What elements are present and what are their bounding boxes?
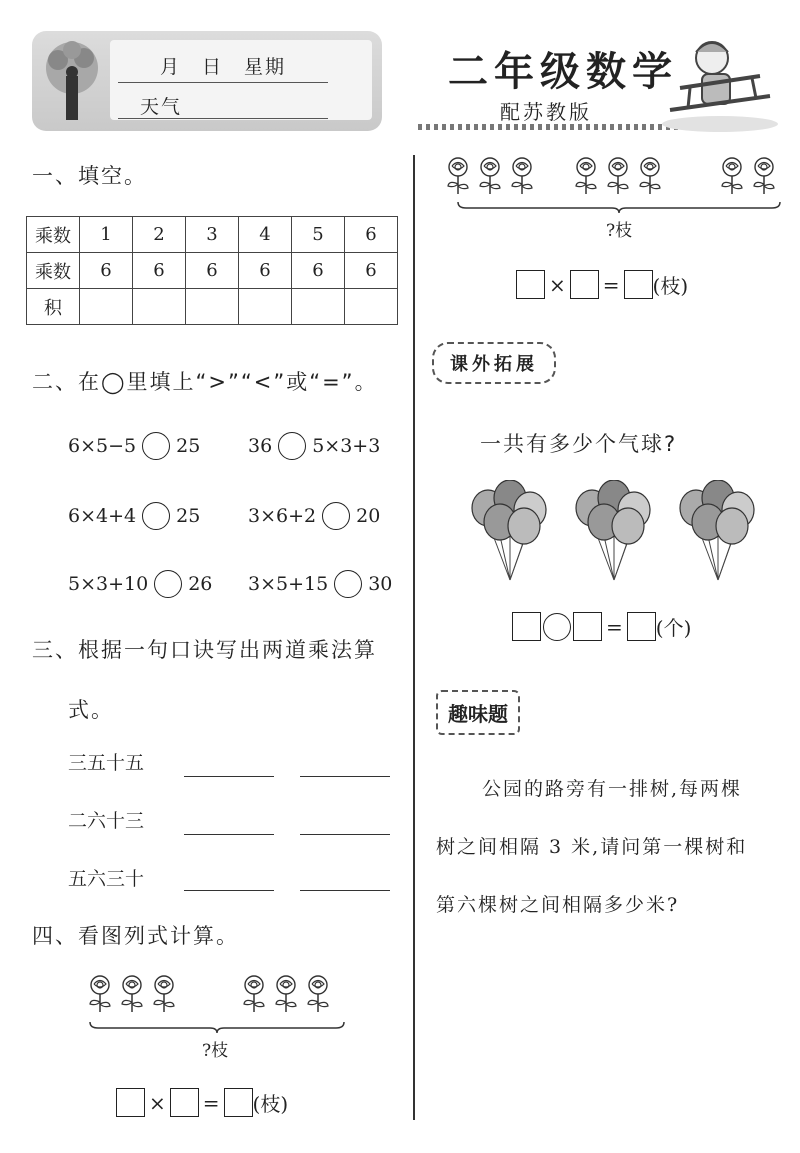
expr-right: 5×3+3 [312,435,381,457]
table-cell: 6 [345,217,398,253]
flower-group-right [240,974,336,1014]
table-cell: 6 [80,253,133,289]
answer-box[interactable] [570,270,599,299]
compare-circle[interactable] [142,432,170,460]
table-row [27,253,398,289]
expr-right: 25 [176,435,201,457]
compare-circle[interactable] [142,502,170,530]
tree-logo-icon [38,38,106,124]
table-cell: 3 [186,217,239,253]
compare-item [248,502,380,530]
table-cell: 6 [292,253,345,289]
answer-cell[interactable] [239,289,292,325]
answer-cell[interactable] [186,289,239,325]
flower-icon [240,974,268,1014]
compare-item [248,432,380,460]
flower-icon [304,974,332,1014]
balloon-illustration [466,480,786,584]
answer-line[interactable] [184,834,274,835]
times-sign: × [549,272,566,297]
answer-cell[interactable] [133,289,186,325]
equation [516,270,688,299]
answer-cell[interactable] [345,289,398,325]
flower-group-left [86,974,182,1014]
column-divider [413,155,415,1120]
compare-item [68,432,200,460]
expr-left: 36 [248,435,273,457]
balloon-bunch [576,480,650,580]
date-line [118,82,328,83]
row-label: 乘数 [27,253,80,289]
table-cell: 6 [345,253,398,289]
table-cell: 6 [133,253,186,289]
answer-box[interactable] [116,1088,145,1117]
expr-left: 5×3+10 [68,573,149,595]
rhyme-label: 五六三十 [68,868,145,890]
flower-icon [118,974,146,1014]
answer-box[interactable] [512,612,541,641]
date-label: 月 日 星期 [160,56,287,78]
times-sign: × [149,1090,166,1115]
balloon-question: 一共有多少个气球? [480,432,678,456]
q4-heading: 四、看图列式计算。 [32,924,239,948]
answer-line[interactable] [184,776,274,777]
expr-left: 3×5+15 [248,573,329,595]
q3-heading-cont: 式。 [68,698,114,722]
rhyme-label: 二六十三 [68,810,145,832]
table-cell: 6 [239,253,292,289]
answer-cell[interactable] [80,289,133,325]
unit-label: (枝) [252,1092,289,1116]
table-cell: 2 [133,217,186,253]
flower-group-1 [444,156,540,196]
flower-icon [572,156,600,196]
table-cell: 4 [239,217,292,253]
expr-left: 6×4+4 [68,505,137,527]
unit-label: (个) [655,616,692,640]
fun-text-line: 公园的路旁有一排树,每两棵 [482,778,743,800]
table-cell: 6 [186,253,239,289]
table-cell: 5 [292,217,345,253]
answer-box[interactable] [516,270,545,299]
expr-right: 25 [176,505,201,527]
flower-icon [604,156,632,196]
compare-circle[interactable] [278,432,306,460]
fun-text-line: 树之间相隔 3 米,请问第一棵树和 [436,836,748,858]
table-row [27,217,398,253]
unit-label: (枝) [652,274,689,298]
answer-box[interactable] [624,270,653,299]
answer-cell[interactable] [292,289,345,325]
edition-label: 配苏教版 [500,100,592,124]
flower-group-3 [718,156,782,196]
compare-item [68,502,200,530]
answer-box[interactable] [573,612,602,641]
q1-heading: 一、填空。 [32,164,147,188]
badge-label: 课外拓展 [432,342,556,384]
equation [116,1088,288,1117]
flower-icon [272,974,300,1014]
boy-on-sled-icon [660,32,780,132]
balloon-icon [612,508,644,544]
weather-label: 天气 [140,96,183,118]
expr-right: 30 [368,573,393,595]
answer-line[interactable] [300,890,390,891]
flower-icon [636,156,664,196]
flower-group-2 [572,156,668,196]
balloon-icon [716,508,748,544]
flower-icon [508,156,536,196]
brace-label: ?枝 [202,1041,229,1061]
brace-icon [456,200,782,214]
equals-sign: = [606,614,623,639]
flower-icon [86,974,114,1014]
q2-heading: 二、在◯里填上“>”“<”或“=”。 [32,370,378,394]
balloon-bunch [680,480,754,580]
compare-circle[interactable] [322,502,350,530]
answer-box[interactable] [170,1088,199,1117]
expr-left: 6×5−5 [68,435,137,457]
brace-icon [88,1020,346,1034]
weather-line [118,118,328,119]
answer-line[interactable] [184,890,274,891]
row-label: 乘数 [27,217,80,253]
compare-circle[interactable] [154,570,182,598]
extension-badge [432,342,556,384]
flower-icon [150,974,178,1014]
rhyme-label: 三五十五 [68,752,145,774]
flower-icon [476,156,504,196]
compare-item [68,570,212,598]
answer-line[interactable] [300,776,390,777]
answer-line[interactable] [300,834,390,835]
table-cell: 1 [80,217,133,253]
q3-heading: 三、根据一句口诀写出两道乘法算 [32,638,377,662]
table-row [27,289,398,325]
balloon-equation [512,612,691,641]
title-underline [418,124,688,130]
compare-circle[interactable] [334,570,362,598]
flower-icon [750,156,778,196]
flower-icon [444,156,472,196]
fun-text-line: 第六棵树之间相隔多少米? [436,894,680,916]
multiplication-table [26,216,398,325]
fun-title: 趣味题 [436,690,520,735]
equals-sign: = [202,1090,220,1115]
answer-box[interactable] [224,1088,253,1117]
brace-label: ?枝 [606,221,633,241]
expr-left: 3×6+2 [248,505,317,527]
answer-box[interactable] [627,612,656,641]
equals-sign: = [602,272,620,297]
operator-circle[interactable] [543,613,571,641]
balloon-icon [508,508,540,544]
balloon-bunch [472,480,546,580]
compare-item [248,570,392,598]
row-label: 积 [27,289,80,325]
expr-right: 26 [188,573,213,595]
page-title: 二年级数学 [448,49,678,95]
expr-right: 20 [356,505,381,527]
flower-icon [718,156,746,196]
